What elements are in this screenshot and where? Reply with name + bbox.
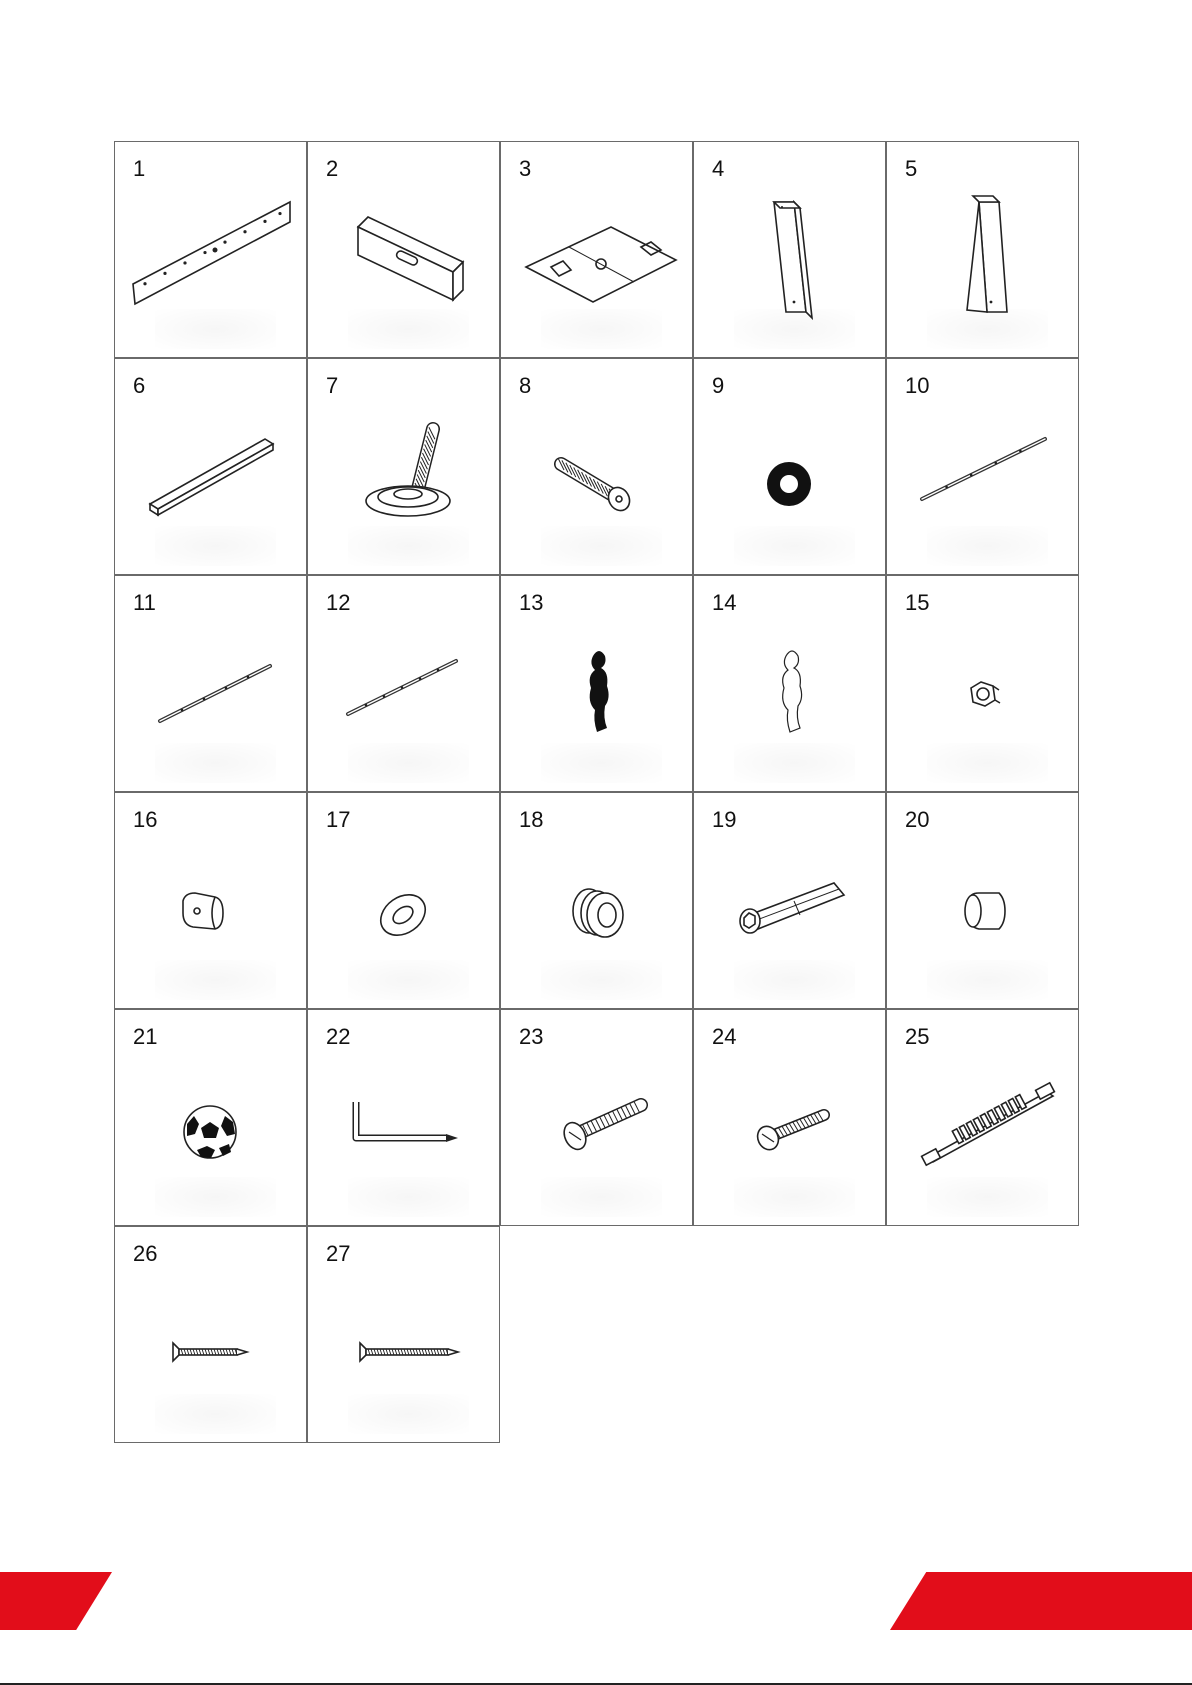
part-cell [693, 358, 886, 575]
part-number: 16 [133, 807, 158, 832]
part-number: 13 [519, 590, 544, 615]
part-number: 20 [905, 807, 930, 832]
part-number: 10 [905, 373, 930, 398]
part-cell [886, 358, 1079, 575]
part-number: 1 [133, 156, 146, 181]
part-cell [500, 358, 693, 575]
parts-grid [114, 141, 1079, 1446]
footer-accent-left [0, 1572, 112, 1630]
part-cell [500, 575, 693, 792]
part-number: 15 [905, 590, 930, 615]
part-cell [886, 141, 1079, 358]
part-number: 2 [326, 156, 339, 181]
part-number: 11 [133, 590, 156, 615]
part-number: 8 [519, 373, 532, 398]
part-number: 24 [712, 1024, 737, 1049]
footer-accent-right [890, 1572, 1192, 1630]
part-cell [693, 792, 886, 1009]
part-number: 12 [326, 590, 351, 615]
part-cell [886, 792, 1079, 1009]
part-number: 17 [326, 807, 351, 832]
part-cell [500, 141, 693, 358]
part-number: 5 [905, 156, 918, 181]
part-cell [500, 792, 693, 1009]
part-number: 25 [905, 1024, 930, 1049]
part-number: 21 [133, 1024, 158, 1049]
part-number: 14 [712, 590, 737, 615]
part-number: 6 [133, 373, 146, 398]
part-cell [307, 358, 500, 575]
part-cell [307, 792, 500, 1009]
part-number: 23 [519, 1024, 544, 1049]
part-number: 22 [326, 1024, 351, 1049]
part-cell [114, 1226, 307, 1443]
part-number: 18 [519, 807, 544, 832]
part-number: 9 [712, 373, 725, 398]
part-cell [886, 1009, 1079, 1226]
part-cell [114, 575, 307, 792]
part-cell [114, 358, 307, 575]
part-number: 3 [519, 156, 532, 181]
part-cell [500, 1009, 693, 1226]
part-number: 26 [133, 1241, 158, 1266]
part-cell [693, 141, 886, 358]
part-cell [693, 575, 886, 792]
part-cell [307, 141, 500, 358]
part-cell [114, 792, 307, 1009]
part-cell [114, 1009, 307, 1226]
part-cell [114, 141, 307, 358]
part-cell [307, 1009, 500, 1226]
part-number: 4 [712, 156, 725, 181]
part-cell [886, 575, 1079, 792]
part-number: 7 [326, 373, 339, 398]
part-cell [693, 1009, 886, 1226]
part-number: 27 [326, 1241, 351, 1266]
part-cell [307, 575, 500, 792]
part-cell [307, 1226, 500, 1443]
part-number: 19 [712, 807, 737, 832]
